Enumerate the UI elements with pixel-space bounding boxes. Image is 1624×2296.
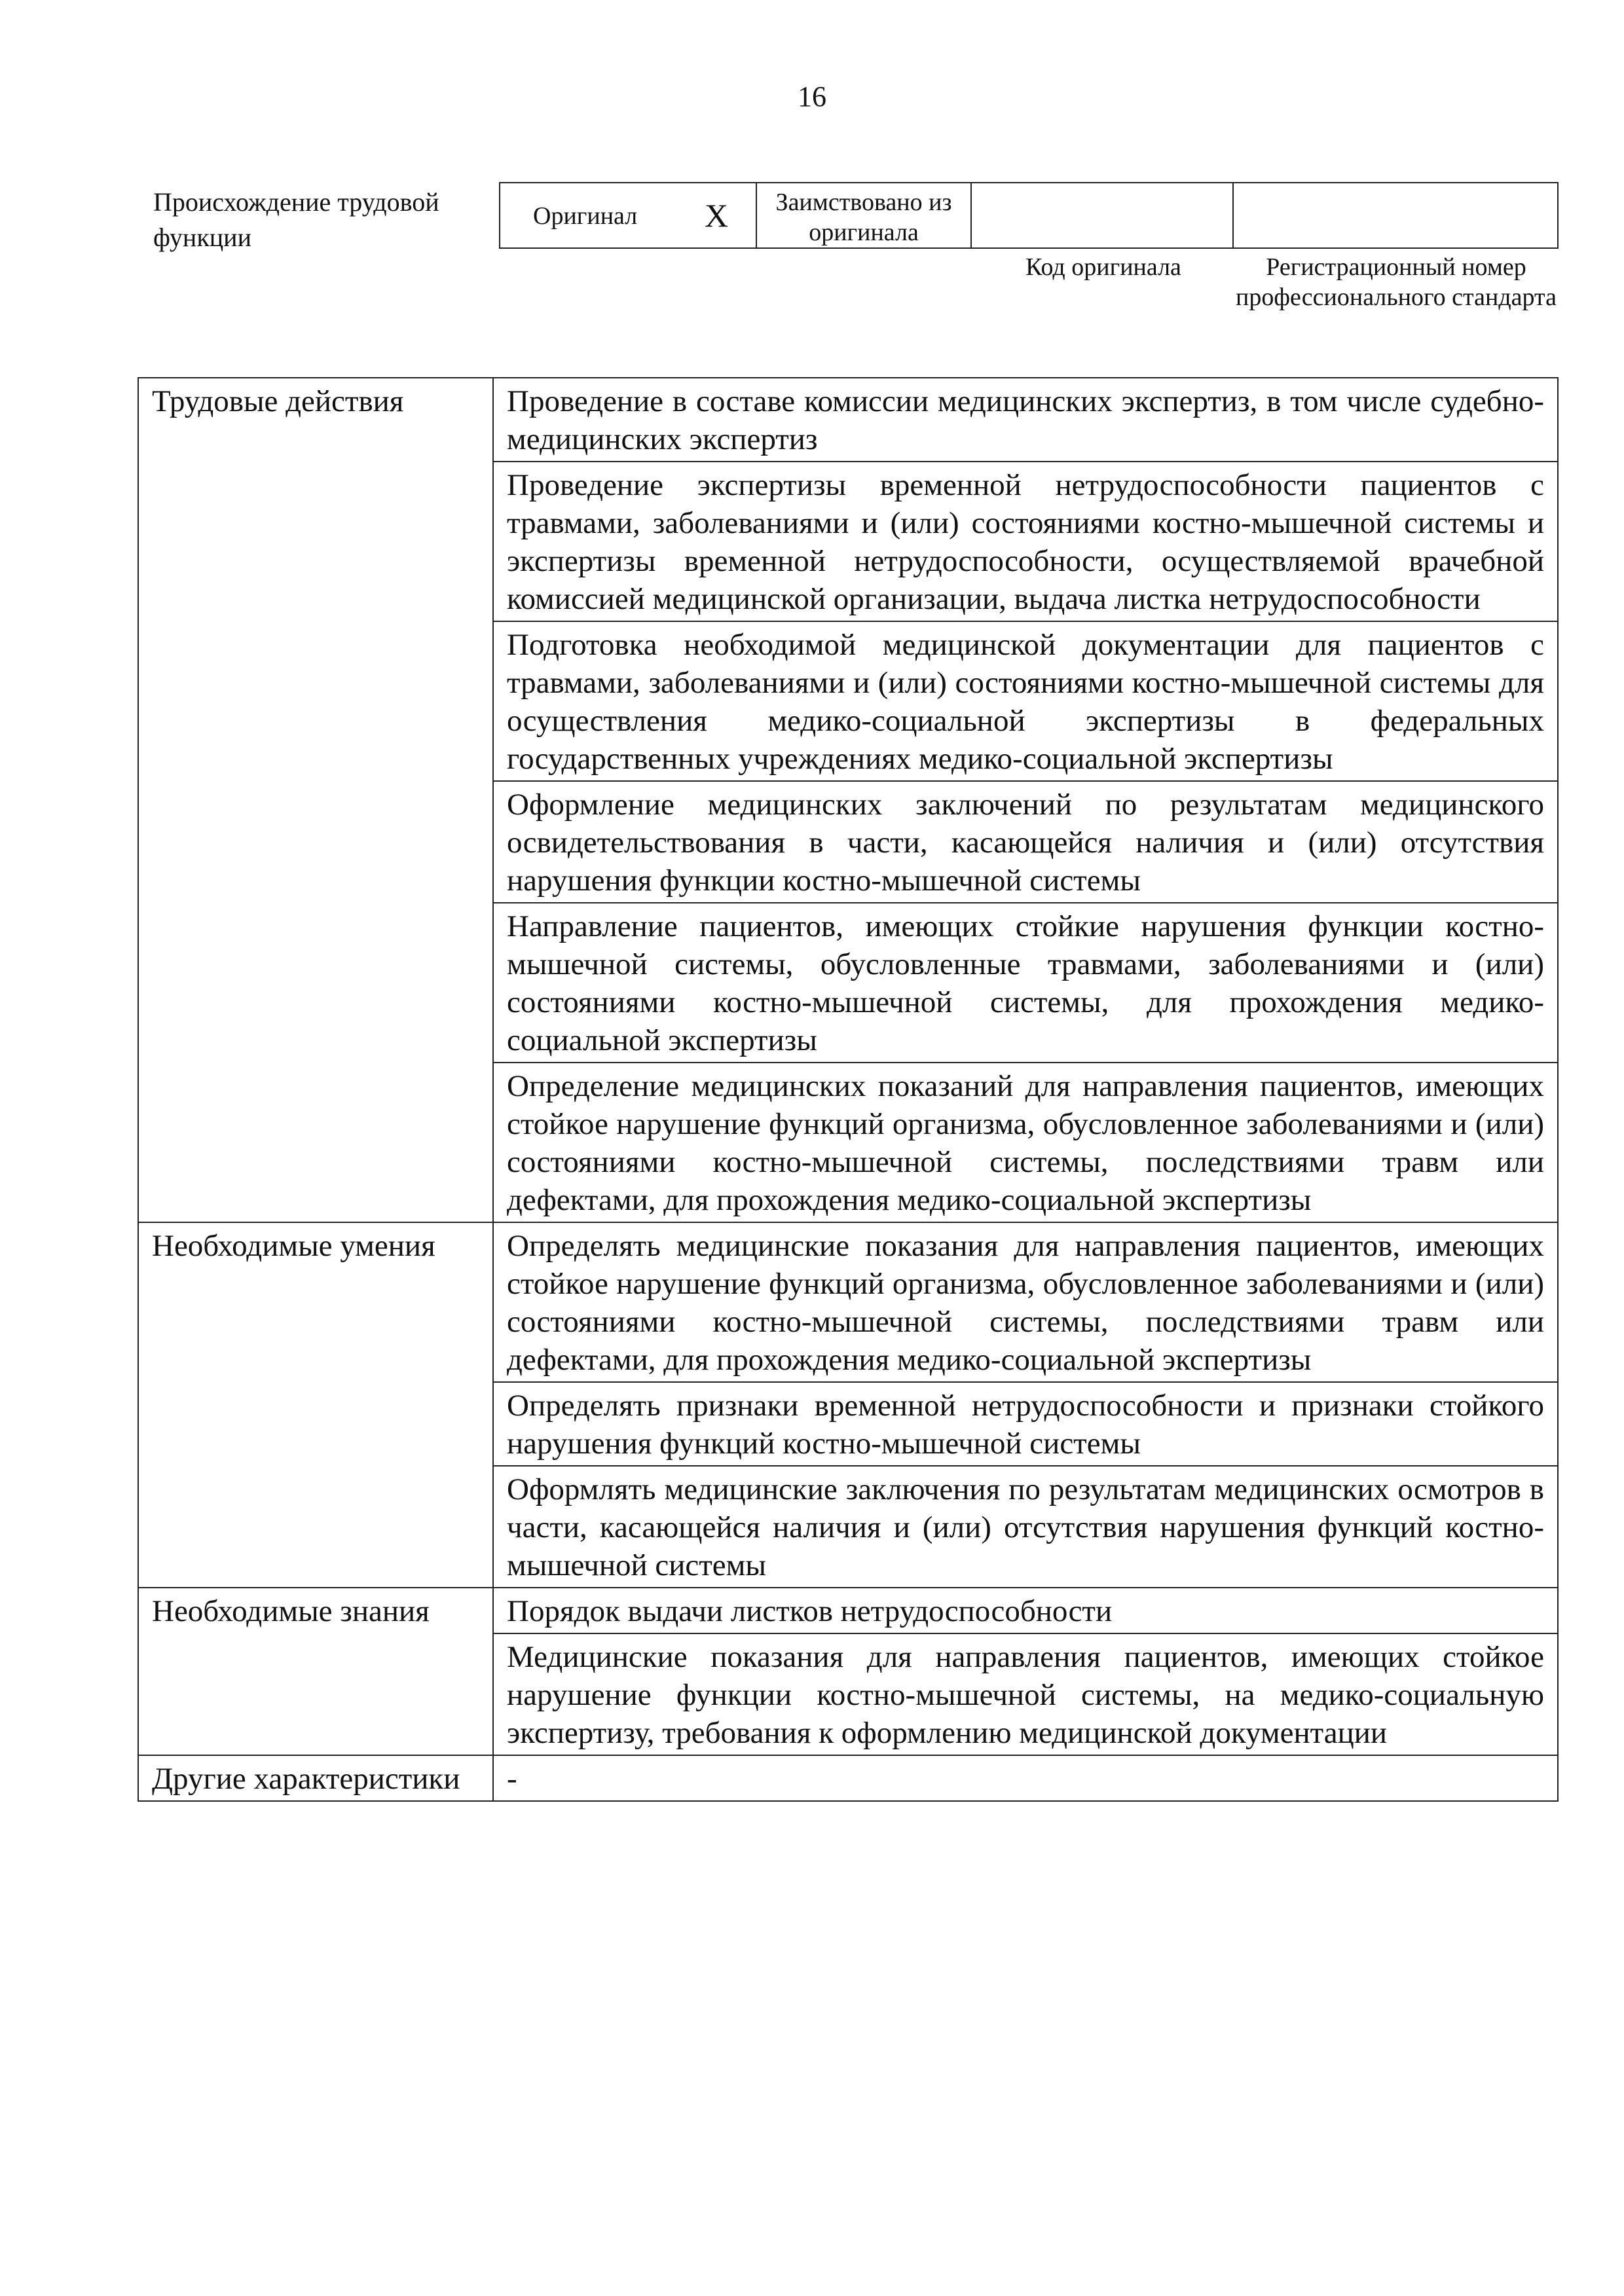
knowledge-item: Порядок выдачи листков нетрудоспособности (493, 1588, 1558, 1633)
row-label-other: Другие характеристики (138, 1755, 493, 1801)
function-table (138, 377, 1559, 1802)
table-row (138, 1588, 1558, 1633)
origin-reg-number-cell (1234, 183, 1557, 247)
skill-item: Оформлять медицинские заключения по результатам медицинских осмотров в части, касающейся наличия и (или) отсутствия нарушения функций костно-мышечной системы (493, 1466, 1558, 1588)
origin-borrowed-cell (757, 183, 972, 247)
origin-code-cell (972, 183, 1234, 247)
row-label-skills: Необходимые умения (138, 1222, 493, 1588)
skill-item: Определять признаки временной нетрудоспособности и признаки стойкого нарушения функций костно-мышечной системы (493, 1382, 1558, 1466)
table-row (138, 378, 1558, 462)
labor-action-item: Подготовка необходимой медицинской документации для пациентов с травмами, заболеваниями и (или) состояниями костно-мышечной системы для осуществления медико-социальной экспертизы в федеральных государственных учреждениях медико-социальной экспертизы (493, 621, 1558, 781)
labor-action-item: Проведение экспертизы временной нетрудоспособности пациентов с травмами, заболеваниями и (или) состояниями костно-мышечной системы и экспертизы временной нетрудоспособности, осуществляемой врачебной комиссией медицинской организации, выдача листка нетрудоспособности (493, 462, 1558, 621)
row-label-labor-actions: Трудовые действия (138, 378, 493, 1222)
page-number: 16 (798, 81, 826, 113)
original-label: Оригинал (533, 202, 638, 230)
labor-action-item: Направление пациентов, имеющих стойкие нарушения функции костно-мышечной системы, обусловленные травмами, заболеваниями и (или) состояниями костно-мышечной системы, для прохождения медико-социальной экспертизы (493, 903, 1558, 1063)
reg-number-caption: Регистрационный номер профессионального стандарта (1236, 253, 1557, 311)
other-value: - (493, 1755, 1558, 1801)
labor-action-item: Проведение в составе комиссии медицинских экспертиз, в том числе судебно-медицинских экспертиз (493, 378, 1558, 462)
row-label-knowledge: Необходимые знания (138, 1588, 493, 1755)
labor-action-item: Оформление медицинских заключений по результатам медицинского освидетельствования в части, касающейся наличия и (или) отсутствия нарушения функции костно-мышечной системы (493, 781, 1558, 903)
original-mark: X (705, 197, 729, 234)
table-row (138, 1222, 1558, 1382)
code-caption: Код оригинала (1025, 253, 1181, 281)
table-row (138, 1755, 1558, 1801)
skill-item: Определять медицинские показания для направления пациентов, имеющих стойкое нарушение функций организма, обусловленное заболеваниями и (или) состояниями костно-мышечной системы, последствиями травм или дефектами, для прохождения медико-социальной экспертизы (493, 1222, 1558, 1382)
labor-action-item: Определение медицинских показаний для направления пациентов, имеющих стойкое нарушение функций организма, обусловленное заболеваниями и (или) состояниями костно-мышечной системы, последствиями травм или дефектами, для прохождения медико-социальной экспертизы (493, 1063, 1558, 1222)
origin-original-cell (500, 183, 757, 247)
origin-label: Происхождение трудовой функции (153, 187, 439, 252)
origin-grid (499, 182, 1559, 249)
knowledge-item: Медицинские показания для направления пациентов, имеющих стойкое нарушение функции костно-мышечной системы, на медико-социальную экспертизу, требования к оформлению медицинской документации (493, 1633, 1558, 1755)
borrowed-label: Заимствовано из оригинала (775, 189, 952, 246)
